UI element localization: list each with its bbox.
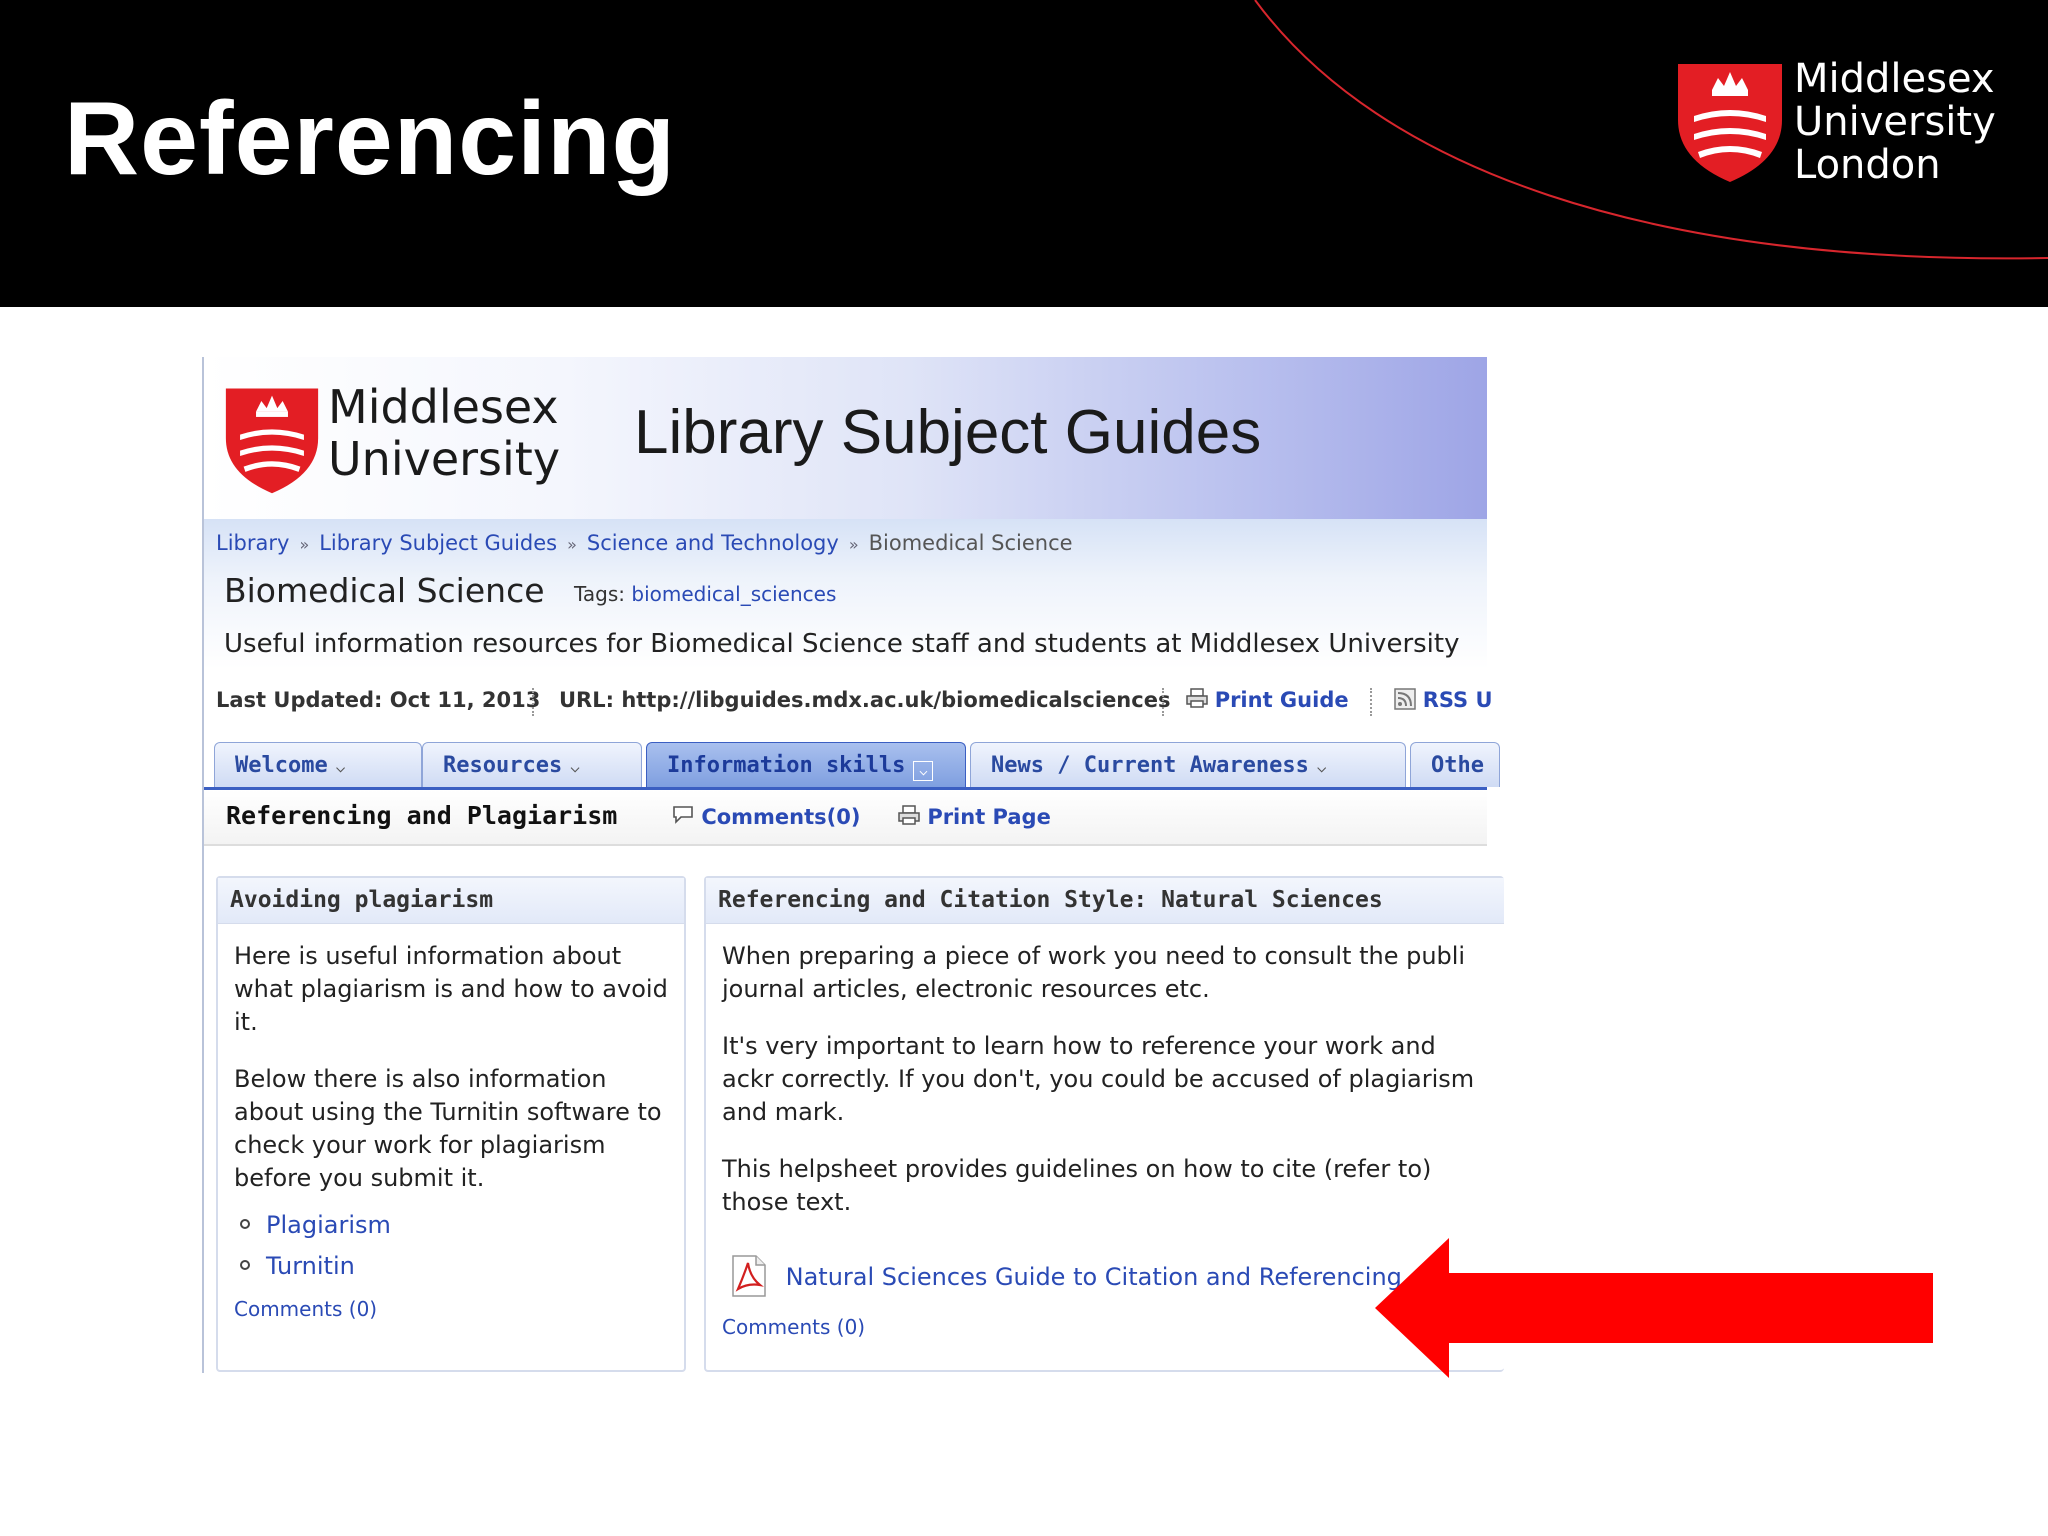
page-heading: Biomedical Science bbox=[224, 571, 545, 610]
guide-tabs bbox=[204, 742, 1487, 790]
tab-welcome-label: Welcome bbox=[235, 753, 328, 778]
slide-header bbox=[0, 0, 2048, 307]
banner-title: Library Subject Guides bbox=[634, 398, 1262, 467]
chevron-down-icon: ⌵ bbox=[1316, 757, 1327, 776]
breadcrumb bbox=[216, 531, 1073, 555]
tags bbox=[574, 582, 836, 606]
chevron-down-icon: ⌵ bbox=[570, 757, 580, 776]
box-paragraph: This helpsheet provides guidelines on how to cite (refer to) those text. bbox=[722, 1155, 1432, 1216]
divider bbox=[1162, 688, 1164, 716]
red-arrow-annotation bbox=[1375, 1236, 1935, 1381]
bullet-icon bbox=[240, 1219, 250, 1229]
comments-label: Comments(0) bbox=[701, 805, 861, 829]
pdf-link-row[interactable] bbox=[730, 1255, 1460, 1297]
brand-line-2: University bbox=[1794, 99, 1996, 145]
printer-icon bbox=[1186, 688, 1208, 708]
guide-url: URL: http://libguides.mdx.ac.uk/biomedicalsciences bbox=[559, 688, 1171, 712]
avoiding-plagiarism-box bbox=[216, 876, 686, 1372]
last-updated: Last Updated: Oct 11, 2013 bbox=[216, 688, 541, 712]
banner-logo-line-1: Middlesex bbox=[328, 380, 559, 434]
subpage-title[interactable]: Referencing and Plagiarism bbox=[226, 801, 618, 830]
university-shield-icon bbox=[224, 385, 320, 495]
university-brand bbox=[1676, 58, 2006, 188]
breadcrumb-separator: » bbox=[848, 535, 859, 554]
chevron-down-icon: ⌵ bbox=[335, 757, 346, 776]
rss-label: RSS U bbox=[1422, 688, 1493, 712]
page-description: Useful information resources for Biomedical Science staff and students at Middlesex University bbox=[224, 629, 1460, 659]
comments-link[interactable]: Comments (0) bbox=[234, 1297, 378, 1321]
tab-news[interactable] bbox=[970, 742, 1406, 787]
print-guide-label: Print Guide bbox=[1214, 688, 1349, 712]
tab-resources-label: Resources bbox=[443, 753, 563, 778]
plagiarism-link[interactable]: Plagiarism bbox=[266, 1211, 391, 1239]
tag-link[interactable]: biomedical_sciences bbox=[631, 582, 837, 606]
comments-link[interactable]: Comments (0) bbox=[722, 1315, 866, 1339]
comment-icon bbox=[672, 805, 694, 825]
info-row bbox=[204, 682, 1493, 722]
divider bbox=[532, 688, 534, 716]
box-paragraph: It's very important to learn how to reference your work and ackr correctly. If you don't, you could be accused of plagiarism and mark. bbox=[722, 1032, 1475, 1126]
chevron-down-icon: ⌵ bbox=[913, 761, 933, 781]
breadcrumb-separator: » bbox=[567, 535, 577, 554]
guide-meta bbox=[204, 519, 1487, 669]
comments-link[interactable] bbox=[672, 805, 860, 829]
breadcrumb-separator: » bbox=[299, 535, 310, 554]
box-title: Avoiding plagiarism bbox=[218, 878, 684, 924]
print-guide-link[interactable] bbox=[1186, 688, 1349, 712]
list-item[interactable] bbox=[240, 1209, 668, 1242]
turnitin-link[interactable]: Turnitin bbox=[266, 1252, 355, 1280]
box-paragraph: Below there is also information about using the Turnitin software to check your work for plagiarism before you submit it. bbox=[234, 1065, 662, 1192]
banner-logo-text[interactable] bbox=[328, 381, 560, 485]
box-paragraph: When preparing a piece of work you need to consult the publi journal articles, electronic resources etc. bbox=[722, 942, 1466, 1003]
print-page-link[interactable] bbox=[898, 805, 1051, 829]
tab-information-skills[interactable] bbox=[646, 742, 966, 787]
brand-line-3: London bbox=[1794, 142, 1941, 188]
tags-label: Tags: bbox=[574, 582, 626, 606]
list-item[interactable] bbox=[240, 1250, 668, 1283]
slide-title: Referencing bbox=[64, 81, 677, 197]
rss-icon bbox=[1394, 688, 1416, 710]
link-list bbox=[240, 1209, 668, 1283]
tab-other[interactable] bbox=[1410, 742, 1500, 787]
tab-welcome[interactable] bbox=[214, 742, 422, 787]
print-page-label: Print Page bbox=[927, 805, 1051, 829]
guide-banner bbox=[204, 357, 1487, 519]
rss-link[interactable] bbox=[1394, 688, 1493, 712]
sub-navigation bbox=[204, 790, 1487, 846]
tab-resources[interactable] bbox=[422, 742, 642, 787]
divider bbox=[1370, 688, 1372, 716]
box-paragraph: Here is useful information about what plagiarism is and how to avoid it. bbox=[234, 942, 668, 1036]
pdf-file-icon bbox=[730, 1255, 768, 1297]
breadcrumb-subject-guides[interactable]: Library Subject Guides bbox=[319, 531, 558, 555]
printer-icon bbox=[898, 805, 920, 825]
university-shield-icon bbox=[1676, 60, 1784, 184]
breadcrumb-current: Biomedical Science bbox=[868, 531, 1073, 555]
tab-news-label: News / Current Awareness bbox=[991, 753, 1309, 778]
tab-information-skills-label: Information skills bbox=[667, 753, 906, 778]
tab-other-label: Othe bbox=[1431, 753, 1484, 778]
bullet-icon bbox=[240, 1260, 250, 1270]
box-title: Referencing and Citation Style: Natural Sciences bbox=[706, 878, 1504, 924]
library-guide-screenshot bbox=[202, 357, 1493, 1373]
natural-sciences-guide-link[interactable]: Natural Sciences Guide to Citation and Referencing bbox=[785, 1263, 1402, 1291]
breadcrumb-library[interactable]: Library bbox=[216, 531, 290, 555]
breadcrumb-science-technology[interactable]: Science and Technology bbox=[586, 531, 839, 555]
banner-logo-line-2: University bbox=[328, 432, 561, 486]
brand-line-1: Middlesex bbox=[1794, 56, 1995, 102]
